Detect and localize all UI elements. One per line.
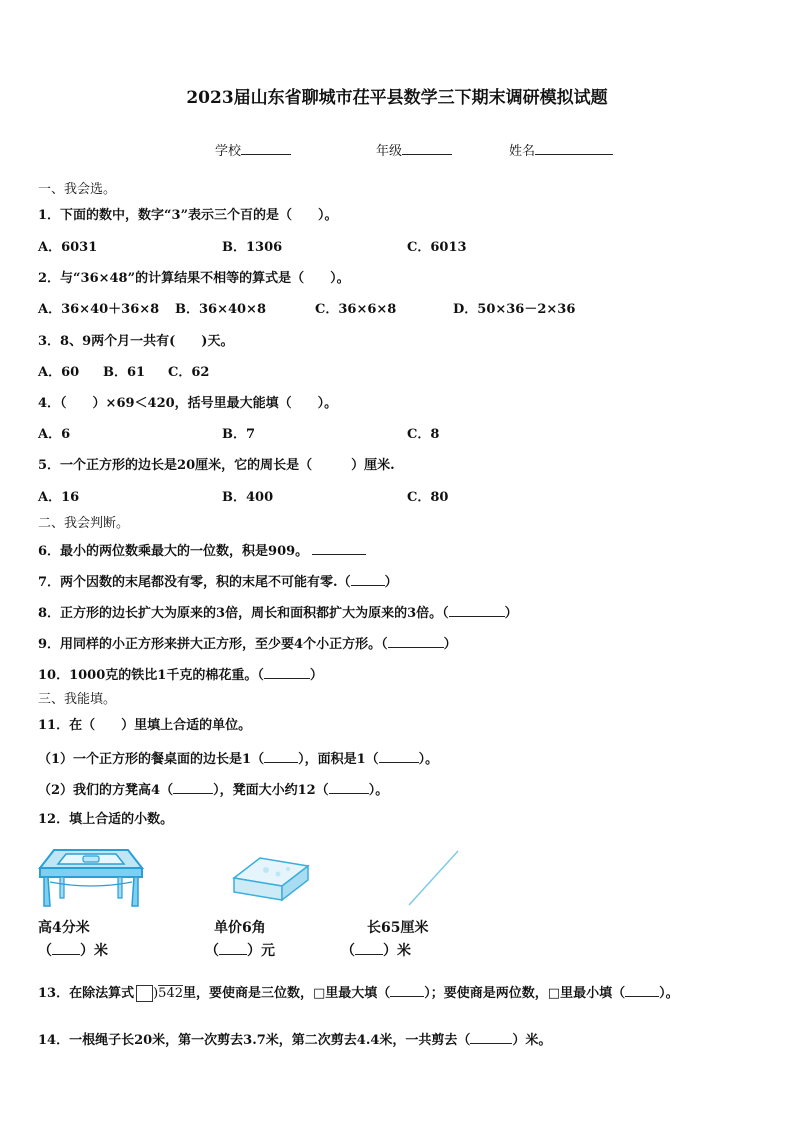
option-b[interactable]: B．1306 <box>222 240 283 255</box>
question-text: 8．正方形的边长扩大为原来的3倍，周长和面积都扩大为原来的3倍。（ <box>38 606 449 621</box>
question-text: 10．1000克的铁比1千克的棉花重。（ <box>38 668 264 683</box>
option-b[interactable]: B．400 <box>222 490 274 505</box>
answer-blank[interactable] <box>388 635 444 648</box>
question-11-part-2: （2）我们的方凳高4（ ），凳面大小约12（ ）。 <box>38 783 389 798</box>
question-text: 7．两个因数的末尾都没有零，积的末尾不可能有零.（ <box>38 575 351 590</box>
option-b[interactable]: B．61 <box>103 365 146 380</box>
option-c[interactable]: C．8 <box>407 427 440 442</box>
question-2: 2．与“36×48”的计算结果不相等的算式是（ ）。 <box>38 271 350 286</box>
page-title: 2023届山东省聊城市茌平县数学三下期末调研模拟试题 <box>186 88 608 108</box>
option-c[interactable]: C．36×6×8 <box>315 302 397 317</box>
answer-blank[interactable] <box>625 984 659 997</box>
question-12: 12．填上合适的小数。 <box>38 812 174 827</box>
option-a[interactable]: A．6031 <box>38 240 98 255</box>
grade-field[interactable] <box>376 142 452 160</box>
grade-label: 年级 <box>376 144 403 159</box>
item-label: 高4分米 <box>38 920 90 936</box>
table-picture <box>36 846 146 912</box>
answer-blank[interactable] <box>355 942 383 955</box>
item-answer: （ ）米 <box>341 943 411 959</box>
option-c[interactable]: C．6013 <box>407 240 467 255</box>
item-label: 长65厘米 <box>367 920 429 936</box>
question-4: 4．（ ）×69＜420，括号里最大能填（ ）。 <box>38 396 338 411</box>
option-c[interactable]: C．62 <box>168 365 210 380</box>
option-b[interactable]: B．36×40×8 <box>175 302 267 317</box>
answer-blank[interactable] <box>173 781 213 794</box>
question-10: 10．1000克的铁比1千克的棉花重。（ ） <box>38 668 323 683</box>
line-picture <box>406 848 462 908</box>
question-9: 9．用同样的小正方形来拼大正方形，至少要4个小正方形。（ ） <box>38 637 457 652</box>
question-3: 3．8、9两个月一共有( )天。 <box>38 334 234 349</box>
answer-blank[interactable] <box>379 750 419 763</box>
option-a[interactable]: A．6 <box>38 427 71 442</box>
item-answer: （ ）元 <box>205 943 275 959</box>
option-a[interactable]: A．36×40＋36×8 <box>38 302 160 317</box>
answer-blank[interactable] <box>264 750 298 763</box>
question-11: 11．在（ ）里填上合适的单位。 <box>38 718 252 733</box>
answer-blank[interactable] <box>52 942 80 955</box>
answer-blank[interactable] <box>351 573 385 586</box>
question-6 <box>38 542 366 560</box>
question-5: 5．一个正方形的边长是20厘米，它的周长是（ ）厘米. <box>38 458 395 473</box>
question-text: 6．最小的两位数乘最大的一位数，积是909。 <box>38 544 309 559</box>
question-text: 9．用同样的小正方形来拼大正方形，至少要4个小正方形。（ <box>38 637 388 652</box>
question-1: 1．下面的数中，数字“3”表示三个百的是（ ）。 <box>38 208 338 223</box>
answer-blank[interactable] <box>312 542 366 555</box>
option-d[interactable]: D．50×36－2×36 <box>453 302 576 317</box>
answer-blank[interactable] <box>329 781 369 794</box>
answer-blank[interactable] <box>219 942 247 955</box>
question-8: 8．正方形的边长扩大为原来的3倍，周长和面积都扩大为原来的3倍。（ ） <box>38 606 518 621</box>
question-11-part-1: （1）一个正方形的餐桌面的边长是1（ ），面积是1（ ）。 <box>38 752 439 767</box>
name-label: 姓名 <box>509 144 536 159</box>
school-label: 学校 <box>215 144 242 159</box>
question-13: 13．在除法算式 )542里，要使商是三位数，□里最大填（ ）；要使商是两位数，□里最小填（ ）。 <box>38 986 679 1001</box>
answer-blank[interactable] <box>390 984 424 997</box>
eraser-picture <box>230 856 312 902</box>
question-7: 7．两个因数的末尾都没有零，积的末尾不可能有零.（ ） <box>38 575 398 590</box>
option-c[interactable]: C．80 <box>407 490 449 505</box>
name-field[interactable] <box>509 142 613 160</box>
option-b[interactable]: B．7 <box>222 427 256 442</box>
section-heading: 二、我会判断。 <box>38 516 130 531</box>
item-label: 单价6角 <box>214 920 266 936</box>
school-field[interactable] <box>215 142 291 160</box>
answer-blank[interactable] <box>449 604 505 617</box>
dividend: 542 <box>158 986 183 1001</box>
digit-box[interactable] <box>136 985 153 1002</box>
question-14: 14．一根绳子长20米，第一次剪去3.7米，第二次剪去4.4米，一共剪去（ ）米。 <box>38 1033 552 1048</box>
option-a[interactable]: A．60 <box>38 365 80 380</box>
section-heading: 三、我能填。 <box>38 692 117 707</box>
option-a[interactable]: A．16 <box>38 490 80 505</box>
section-heading: 一、我会选。 <box>38 182 117 197</box>
item-answer: （ ）米 <box>38 943 108 959</box>
answer-blank[interactable] <box>470 1031 512 1044</box>
answer-blank[interactable] <box>264 666 310 679</box>
